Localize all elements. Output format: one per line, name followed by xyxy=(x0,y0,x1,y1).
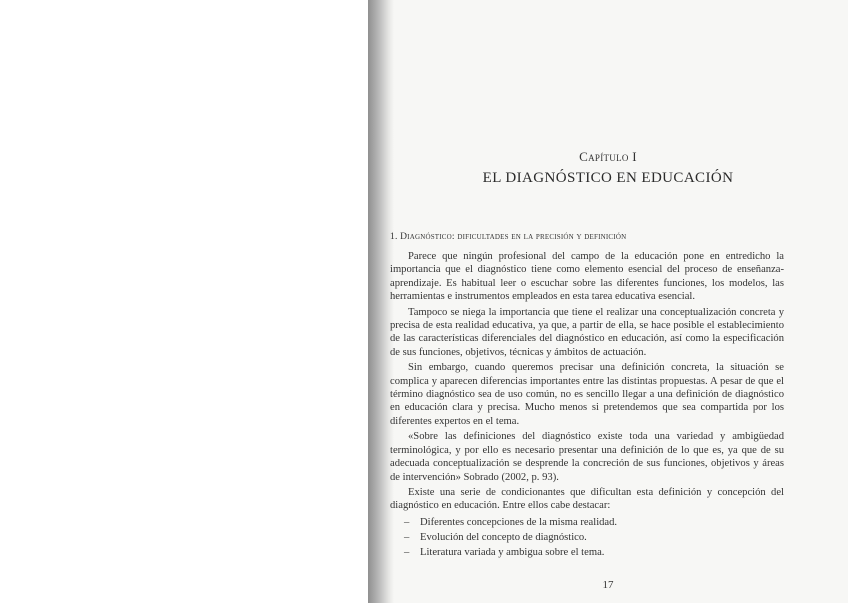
section-heading: 1. Diagnóstico: dificultades en la precisión y definición xyxy=(390,232,627,242)
paragraph: Parece que ningún profesional del campo de la educación pone en entredicho la importancia que el diagnóstico tiene como elemento esencial del proceso de enseñanza-aprendizaje. Es habitual leer o escuchar sobre las diferentes funciones, los modelos, las herramientas e instrumentos empleados en esta tarea educativa esencial. xyxy=(390,251,784,303)
paragraph: Sin embargo, cuando queremos precisar una definición concreta, la situación se complica y aparecen diferencias importantes entre las distintas propuestas. A pesar de que el término diagnóstico sea de uso común, no es sencillo llegar a una definición de diagnóstico en educación clara y precisa. Mucho menos si pretendemos que sea compartida por los diferentes expertos en el tema. xyxy=(390,362,784,427)
list-item-text: Evolución del concepto de diagnóstico. xyxy=(420,531,587,543)
list-item-text: Diferentes concepciones de la misma realidad. xyxy=(420,516,618,528)
chapter-label: Capítulo I xyxy=(579,149,637,164)
list-item xyxy=(404,515,784,530)
page-number: 17 xyxy=(602,579,614,591)
book-page xyxy=(368,0,848,603)
list-marker: – xyxy=(404,531,410,543)
list-item-text: Literatura variada y ambigua sobre el tema. xyxy=(420,546,605,558)
paragraph: «Sobre las definiciones del diagnóstico existe toda una variedad y ambigüedad terminológica, y por ello es necesario presentar una definición de lo que es, ya que de su adecuada conceptualización se desprende la concreción de sus funciones, objetivos y áreas de intervención» Sobrado (2002, p. 93). xyxy=(390,431,784,483)
list-item xyxy=(404,545,784,560)
condition-list xyxy=(390,515,784,560)
list-marker: – xyxy=(404,516,410,528)
list-marker: – xyxy=(404,546,410,558)
chapter-title: EL DIAGNÓSTICO EN EDUCACIÓN xyxy=(482,170,734,186)
list-item xyxy=(404,530,784,545)
body-text xyxy=(390,250,784,560)
paragraph: Tampoco se niega la importancia que tiene el realizar una conceptualización concreta y precisa de esta realidad educativa, ya que, a partir de ella, se hace posible el establecimiento de las características diferenciales del diagnóstico en educación, así como la especificación de sus funciones, objetivos, técnicas y ámbitos de actuación. xyxy=(390,306,784,358)
paragraph: Existe una serie de condicionantes que dificultan esta definición y concepción del diagnóstico en educación. Entre ellos cabe destacar: xyxy=(390,486,784,512)
